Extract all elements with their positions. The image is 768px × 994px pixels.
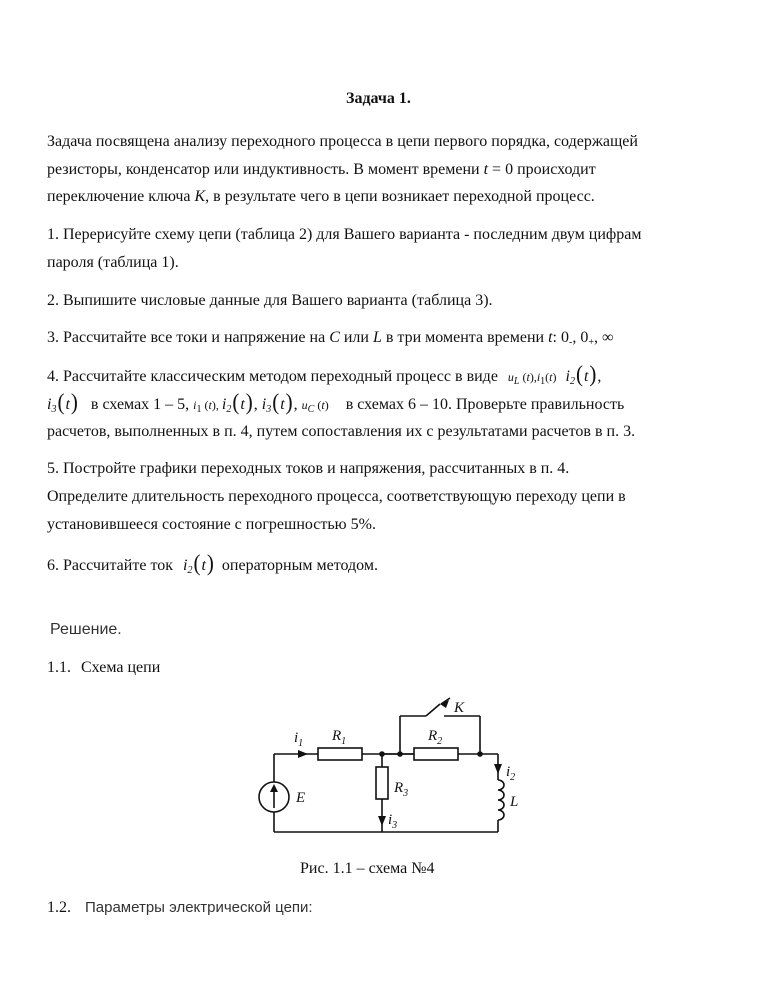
voltage-source-E xyxy=(259,782,289,812)
item-6-text: операторным методом. xyxy=(221,557,378,574)
label-i3: $i_3$ xyxy=(388,812,398,831)
intro-line-1: Задача посвящена анализу переходного процесса в цепи первого порядка, содержащей xyxy=(47,133,638,150)
formula-i3: $i_3(t)$ xyxy=(47,388,78,416)
formula-uL: $u_L$ $(t),i_1(t)$ xyxy=(507,370,560,387)
item-4-text: в схемах 6 – 10. Проверьте правильность xyxy=(345,396,625,413)
item-4-line-2 xyxy=(47,390,624,415)
label-L: L xyxy=(510,794,519,810)
item-1-line-1: 1. Перерисуйте схему цепи (таблица 2) для Вашего варианта - последним двум цифрам xyxy=(47,226,642,243)
inductor-L xyxy=(498,780,504,820)
label-R1: $R_1$ xyxy=(332,728,347,747)
circuit-diagram xyxy=(250,690,530,840)
item-4-line-1 xyxy=(47,362,601,387)
item-1-line-2: пароля (таблица 1). xyxy=(47,254,179,271)
arrow-i2 xyxy=(494,764,502,774)
var-C: C xyxy=(329,329,340,346)
item-5-line-2: Определите длительность переходного процесса, соответствующую переходу цепи в xyxy=(47,488,626,505)
subscript: + xyxy=(588,337,594,348)
item-3-text: , ∞ xyxy=(593,329,614,346)
item-3-text: в три момента времени xyxy=(381,329,549,346)
junction-dot xyxy=(379,751,385,757)
intro-line-2 xyxy=(47,161,596,179)
junction-dot xyxy=(477,751,483,757)
item-4-line-3: расчетов, выполненных в п. 4, путем сопоставления их с результатами расчетов в п. 3. xyxy=(47,423,636,440)
formula-i1: $i_1$ (t), xyxy=(193,398,219,415)
item-3-text: или xyxy=(339,329,373,346)
resistor-R1 xyxy=(318,748,362,760)
item-3-text: 3. Рассчитайте все токи и напряжение на xyxy=(47,329,330,346)
item-4-text: в схемах 1 – 5, xyxy=(90,396,190,413)
resistor-R2 xyxy=(414,748,458,760)
figure-caption: Рис. 1.1 – схема №4 xyxy=(300,860,435,877)
label-i2: $i_2$ xyxy=(506,764,516,783)
var-L: L xyxy=(372,329,382,346)
intro-text: переключение ключа xyxy=(47,188,195,205)
intro-line-3 xyxy=(47,188,595,206)
arrow-i1 xyxy=(298,750,308,758)
item-5-line-3: установившееся состояние с погрешностью 5%. xyxy=(47,516,376,533)
section-title: Схема цепи xyxy=(81,659,161,676)
section-number: 1.2. xyxy=(47,899,71,916)
arrow-i3 xyxy=(378,816,386,826)
section-number: 1.1. xyxy=(47,659,71,676)
item-4-text: 4. Рассчитайте классическим методом переходный процесс в виде xyxy=(47,368,498,385)
intro-text: резисторы, конденсатор или индуктивность. В момент времени xyxy=(47,161,484,178)
item-6-text: 6. Рассчитайте ток xyxy=(47,557,173,574)
item-2: 2. Выпишите числовые данные для Вашего варианта (таблица 3). xyxy=(47,292,493,309)
label-K: K xyxy=(454,700,465,716)
resistor-R3 xyxy=(376,767,388,799)
switch-K xyxy=(426,698,450,716)
solution-heading: Решение. xyxy=(50,621,122,638)
label-R3: $R_3$ xyxy=(394,780,409,799)
formula-i2: $i_2(t)$ xyxy=(183,549,214,577)
section-title: Параметры электрической цепи: xyxy=(85,899,313,916)
label-i1: $i_1$ xyxy=(294,730,304,749)
intro-text: , в результате чего в цепи возникает переходной процесс. xyxy=(205,188,595,205)
intro-text: = 0 происходит xyxy=(488,161,596,178)
label-E: E xyxy=(296,790,306,806)
var-t: t xyxy=(548,329,553,346)
formula-uC: $u_C$ (t) xyxy=(301,398,332,415)
var-K: K xyxy=(194,188,206,205)
formula-i2: $i_2(t)$, xyxy=(221,388,258,416)
section-1-1 xyxy=(47,659,160,677)
item-3-text: : 0 xyxy=(552,329,569,346)
item-6 xyxy=(47,551,378,576)
label-R2: $R_2$ xyxy=(428,728,443,747)
junction-dot xyxy=(397,751,403,757)
item-5-line-1: 5. Постройте графики переходных токов и напряжения, рассчитанных в п. 4. xyxy=(47,460,570,477)
section-1-2 xyxy=(47,899,313,917)
subscript: - xyxy=(569,337,573,348)
var-t: t xyxy=(483,161,489,178)
item-3 xyxy=(47,329,613,348)
formula-i3: $i_3(t)$, xyxy=(261,388,298,416)
item-3-text: , 0 xyxy=(572,329,589,346)
task-title: Задача 1. xyxy=(346,90,411,107)
formula-i2: $i_2(t)$, xyxy=(565,360,602,388)
